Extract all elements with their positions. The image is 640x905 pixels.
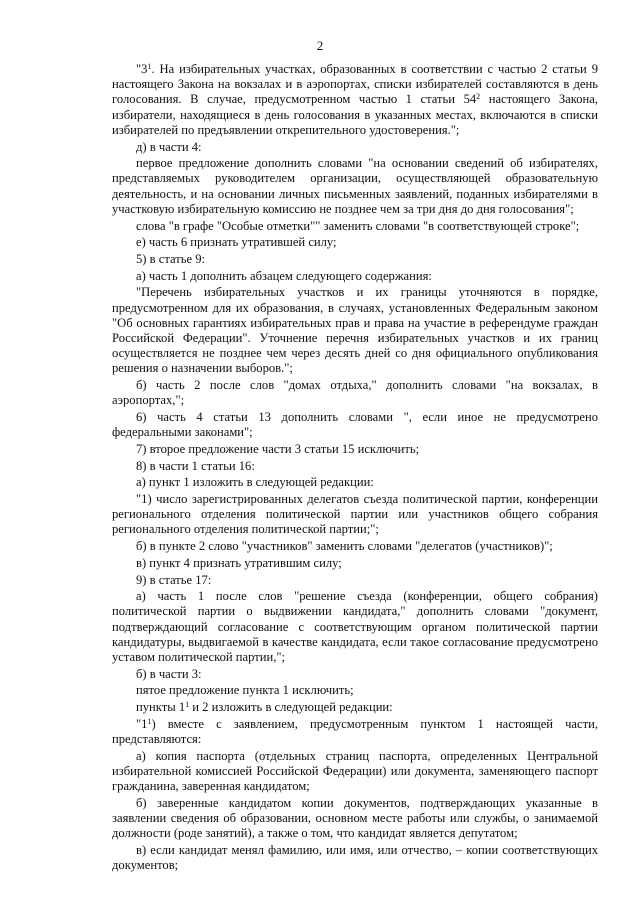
page-number: 2 <box>316 38 324 53</box>
paragraph <box>112 796 598 842</box>
text-run: . На избирательных участках, образованных в соответствии с частью 2 статьи 9 настоящего Закона на вокзалах и в аэропортах, списки избирателей составляются в день голосования. В случае, предусмотренном частью 1 статьи 54 <box>112 62 598 107</box>
text-run: в) пункт 4 признать утратившим силу; <box>136 555 342 570</box>
text-run: 8) в части 1 статьи 16: <box>136 458 255 473</box>
text-run: пункты 1 <box>136 700 186 715</box>
text-run: "1 <box>136 716 148 731</box>
text-run: д) в части 4: <box>136 139 202 154</box>
text-run: б) часть 2 после слов "домах отдыха," дополнить словами "на вокзалах, в аэропортах,"; <box>112 378 598 408</box>
paragraph <box>112 140 598 155</box>
paragraph <box>112 589 598 665</box>
text-run: е) часть 6 признать утратившей силу; <box>136 235 337 250</box>
paragraph <box>112 285 598 376</box>
superscript: 1 <box>147 716 152 726</box>
text-run: а) пункт 1 изложить в следующей редакции: <box>136 475 374 490</box>
paragraph <box>112 539 598 554</box>
text-run: "3 <box>136 62 148 76</box>
text-run: настоящего Закона, избиратели, находящиеся в день голосования в указанных местах, включаются в списки избирателей по предъявлении открепительного удостоверения."; <box>112 92 598 137</box>
paragraph <box>112 749 598 795</box>
text-run: 9) в статье 17: <box>136 572 212 587</box>
paragraph <box>112 717 598 747</box>
document-body <box>112 62 598 875</box>
text-run: а) копия паспорта (отдельных страниц паспорта, определенных Центральной избирательной комиссией Российской Федерации) или документа, заменяющего паспорт гражданина, заверенная кандидатом; <box>112 748 598 794</box>
paragraph <box>112 573 598 588</box>
superscript: 2 <box>476 92 481 102</box>
text-run: пятое предложение пункта 1 исключить; <box>136 683 354 698</box>
text-run: 5) в статье 9: <box>136 251 206 266</box>
text-run: 6) часть 4 статьи 13 дополнить словами ", если иное не предусмотрено федеральными законами"; <box>112 409 598 440</box>
text-run: ) вместе с заявлением, предусмотренным пунктом 1 настоящей части, представляются: <box>112 716 598 747</box>
superscript: 1 <box>185 700 190 710</box>
text-run: слова "в графе "Особые отметки"" заменить словами "в соответствующей строке"; <box>136 218 580 233</box>
text-run: б) в пункте 2 слово "участников" заменить словами "делегатов (участников)"; <box>136 539 553 554</box>
text-run: "1) число зарегистрированных делегатов съезда политической партии, конференции регионального отделения политической партии или участников общего собрания регионального отделения политической партии;"; <box>112 491 598 537</box>
paragraph <box>112 556 598 571</box>
paragraph <box>112 475 598 490</box>
paragraph <box>112 378 598 408</box>
superscript: 1 <box>147 62 152 71</box>
paragraph <box>112 843 598 873</box>
paragraph <box>112 252 598 267</box>
paragraph <box>112 219 598 234</box>
paragraph <box>112 459 598 474</box>
paragraph <box>112 683 598 698</box>
paragraph <box>112 235 598 250</box>
text-run: первое предложение дополнить словами "на основании сведений об избирателях, представляемых руководителем организации, осуществляющей образовательную деятельность, и на основании личных письменных заявлений, поданных избирателями в участковую избирательную комиссию не позднее чем за три дня до дня голосования"; <box>112 156 598 216</box>
text-run: в) если кандидат менял фамилию, или имя, или отчество, – копии соответствующих документов; <box>112 842 598 873</box>
paragraph <box>112 667 598 682</box>
paragraph <box>112 62 598 138</box>
text-run: а) часть 1 после слов "решение съезда (конференции, общего собрания) политической партии о выдвижении кандидата," дополнить словами "документ, подтверждающий согласование с соответствующим органом политической партии кандидатуры, выдвигаемой в качестве кандидата, если такое согласование предусмотрено уставом политической партии,"; <box>112 589 598 665</box>
text-run: а) часть 1 дополнить абзацем следующего содержания: <box>136 268 432 283</box>
text-run: 7) второе предложение части 3 статьи 15 исключить; <box>136 441 420 456</box>
text-run: б) в части 3: <box>136 666 202 681</box>
paragraph <box>112 156 598 217</box>
paragraph <box>112 700 598 715</box>
paragraph <box>112 410 598 440</box>
paragraph <box>112 269 598 284</box>
text-run: и 2 изложить в следующей редакции: <box>189 700 393 715</box>
text-run: б) заверенные кандидатом копии документов, подтверждающих указанные в заявлении сведения об образовании, основном месте работы или службы, о занимаемой должности (роде занятий), а также о том, что кандидат является депутатом; <box>112 795 598 841</box>
text-run: "Перечень избирательных участков и их границы уточняются в порядке, предусмотренном для их образования, в случаях, установленных Федеральным законом "Об основных гарантиях избирательных прав и права на участие в референдуме граждан Российской Федерации". Уточнение перечня избирательных участков и их границ осуществляется не позднее чем через десять дней со дня официального опубликования решения о назначении выборов."; <box>112 285 598 376</box>
paragraph <box>112 442 598 457</box>
paragraph <box>112 492 598 538</box>
